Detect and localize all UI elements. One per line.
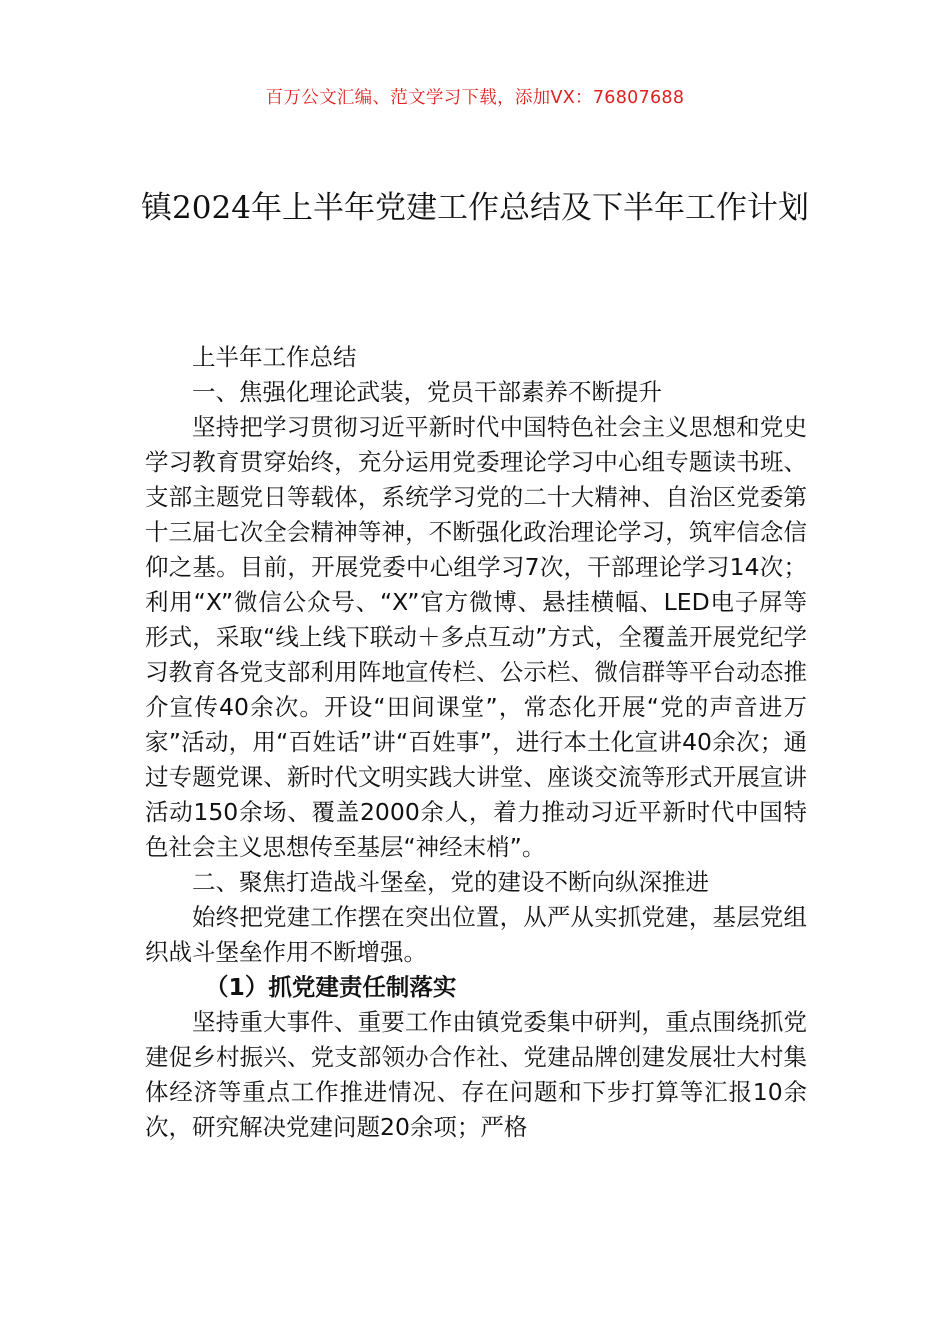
subsection-heading: （1）抓党建责任制落实 (205, 973, 457, 1001)
body-paragraph: 坚持重大事件、重要工作由镇党委集中研判，重点围绕抓党建促乡村振兴、党支部领办合作社、党建品牌创建发展壮大村集体经济等重点工作推进情况、存在问题和下步打算等汇报10余次，研究解决党建问题20余项；严格 (145, 1008, 807, 1141)
document-body (145, 340, 807, 1145)
section-heading: 一、焦强化理论武装，党员干部素养不断提升 (192, 378, 662, 406)
watermark-text: 百万公文汇编、范文学习下载，添加VX：76807688 (265, 88, 685, 108)
section-heading: 上半年工作总结 (192, 343, 357, 371)
body-paragraph: 坚持把学习贯彻习近平新时代中国特色社会主义思想和党史学习教育贯穿始终，充分运用党委理论学习中心组专题读书班、支部主题党日等载体，系统学习党的二十大精神、自治区党委第十三届七次全会精神等神，不断强化政治理论学习，筑牢信念信仰之基。目前，开展党委中心组学习7次，干部理论学习14次；利用“X”微信公众号、“X”官方微博、悬挂横幅、LED电子屏等形式，采取“线上线下联动＋多点互动”方式，全覆盖开展党纪学习教育各党支部利用阵地宣传栏、公示栏、微信群等平台动态推介宣传40余次。开设“田间课堂”，常态化开展“党的声音进万家”活动，用“百姓话”讲“百姓事”，进行本土化宣讲40余次；通过专题党课、新时代文明实践大讲堂、座谈交流等形式开展宣讲活动150余场、覆盖2000余人，着力推动习近平新时代中国特色社会主义思想传至基层“神经末梢”。 (145, 413, 807, 861)
document-title: 镇2024年上半年党建工作总结及下半年工作计划 (141, 190, 809, 226)
section-heading: 二、聚焦打造战斗堡垒，党的建设不断向纵深推进 (192, 868, 709, 896)
body-paragraph: 始终把党建工作摆在突出位置，从严从实抓党建，基层党组织战斗堡垒作用不断增强。 (145, 903, 807, 966)
